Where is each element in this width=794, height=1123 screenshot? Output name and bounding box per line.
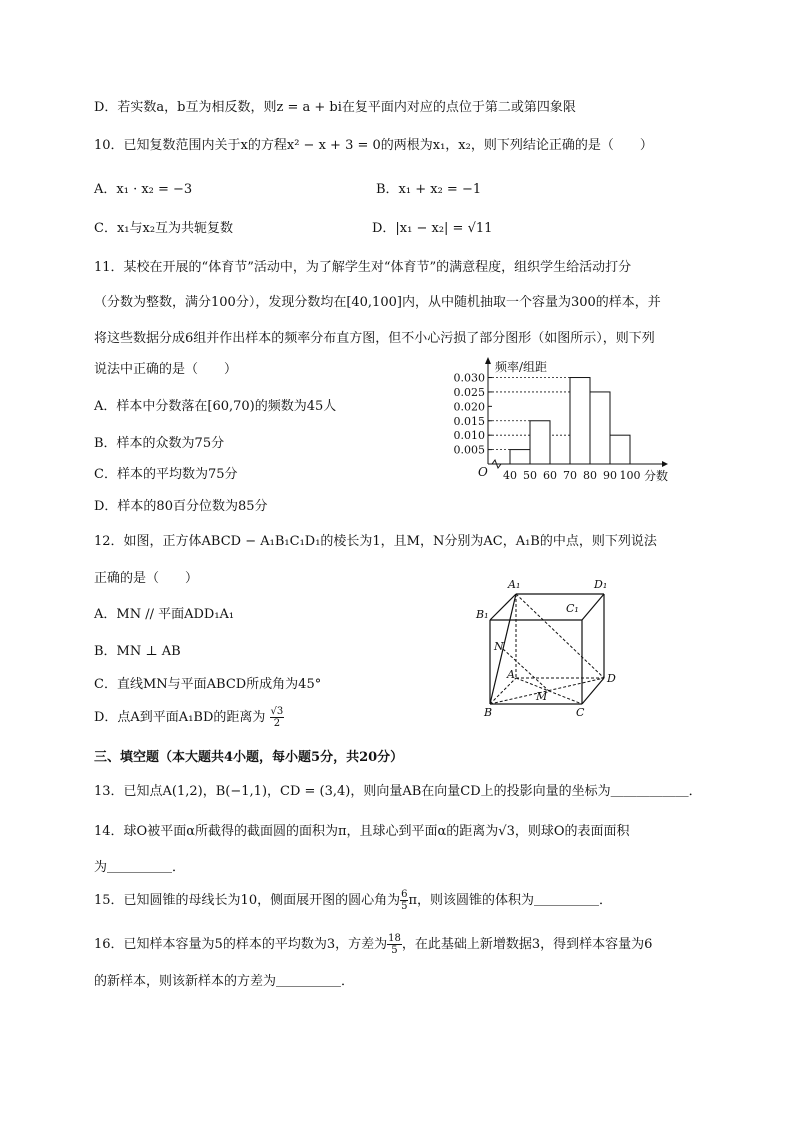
label-c1: C₁ (566, 602, 579, 615)
q12-option-d-fraction (270, 706, 285, 729)
x-axis-title: 分数 (644, 469, 669, 483)
q11-option-a: A．样本中分数落在[60,70)的频数为45人 (94, 399, 337, 414)
q12-d-denominator: 2 (273, 718, 281, 729)
x-tick-label-60: 60 (543, 469, 557, 482)
q12-option-b: B．MN ⊥ AB (94, 644, 181, 659)
label-a1: A₁ (508, 578, 521, 591)
label-b1: B₁ (476, 608, 489, 621)
label-m: M (536, 690, 548, 703)
q16-fraction (387, 933, 402, 956)
x-tick-label-90: 90 (603, 469, 617, 482)
q12-stem-line1: 12．如图，正方体ABCD − A₁B₁C₁D₁的棱长为1，且M，N分别为AC，A₁B的中点，则下列说法 (94, 534, 657, 549)
q16-line2: 的新样本，则该新样本的方差为＿＿＿＿＿． (94, 974, 355, 989)
q15-denominator: 5 (401, 901, 408, 912)
label-c: C (576, 706, 585, 719)
q12-option-d-text: D．点A到平面A₁BD的距离为 (94, 710, 266, 725)
q10-option-c: C．x₁与x₂互为共轭复数 (94, 221, 234, 236)
x-tick-label-100: 100 (619, 469, 641, 482)
origin-label: O (478, 465, 488, 479)
q14-line1: 14．球O被平面α所截得的截面圆的面积为π，且球心到平面α的距离为√3，则球O的表面面积 (94, 824, 630, 839)
q16-text-pre: 16．已知样本容量为5的样本的平均数为3，方差为 (94, 937, 388, 952)
edge-ba-hidden (490, 678, 516, 704)
label-d1: D₁ (594, 578, 608, 591)
q16-line1 (94, 933, 652, 956)
q11-stem-line4: 说法中正确的是（ ） (94, 362, 238, 377)
q14-line2: 为＿＿＿＿＿． (94, 860, 186, 875)
y-axis-arrow (485, 357, 491, 364)
y-tick-label-6: 0.030 (453, 371, 485, 385)
y-tick-label-5: 0.025 (453, 385, 485, 399)
q10-stem: 10．已知复数范围内关于x的方程x² − x + 3 = 0的两根为x₁，x₂，则下列结论正确的是（ ） (94, 138, 653, 153)
q16-text-post: ，在此基础上新增数据3，得到样本容量为6 (401, 937, 653, 952)
bar-[70,80) (570, 378, 590, 464)
q10-option-a: A．x₁ · x₂ = −3 (94, 182, 193, 197)
q15-numerator: 6 (401, 889, 408, 900)
q16-denominator: 5 (391, 945, 398, 956)
q12-stem-line2: 正确的是（ ） (94, 571, 199, 586)
q15-text-post: π，则该圆锥的体积为＿＿＿＿＿． (408, 893, 613, 908)
y-axis-title: 频率/组距 (495, 360, 548, 374)
x-tick-label-80: 80 (583, 469, 597, 482)
q15 (94, 889, 612, 912)
frequency-histogram (440, 352, 690, 492)
bar-[40,50) (510, 450, 530, 464)
edge-b1a1 (490, 594, 516, 620)
q10-option-d: D．|x₁ − x₂| = √11 (372, 221, 493, 236)
q10-option-b: B．x₁ + x₂ = −1 (376, 182, 482, 197)
q16-numerator: 18 (388, 933, 401, 944)
y-tick-label-3: 0.015 (453, 414, 485, 428)
x-axis-arrow (662, 461, 668, 467)
q12-option-a: A．MN // 平面ADD₁A₁ (94, 607, 235, 622)
q9-option-d: D．若实数a，b互为相反数，则z = a + bi在复平面内对应的点位于第二或第四象限 (94, 100, 576, 115)
edge-a1d-hidden (516, 594, 604, 678)
label-n: N (494, 640, 504, 653)
q11-stem-line2: （分数为整数，满分100分），发现分数均在[40,100]内，从中随机抽取一个容量为300的样本，并 (94, 295, 661, 310)
section-3-heading: 三、填空题（本大题共4小题，每小题5分，共20分） (94, 750, 404, 765)
q11-stem-line3: 将这些数据分成6组并作出样本的频率分布直方图，但不小心污损了部分图形（如图所示），则下列 (94, 331, 655, 346)
cube-figure (474, 574, 624, 720)
x-tick-label-70: 70 (563, 469, 577, 482)
q11-option-c: C．样本的平均数为75分 (94, 467, 238, 482)
edge-c1d1 (582, 594, 604, 620)
y-tick-label-1: 0.005 (453, 443, 485, 457)
x-tick-label-40: 40 (503, 469, 517, 482)
bar-[80,90) (590, 392, 610, 464)
q11-option-d: D．样本的80百分位数为85分 (94, 499, 268, 514)
q12-option-c: C．直线MN与平面ABCD所成角为45° (94, 677, 322, 692)
label-d: D (607, 672, 616, 685)
q15-text-pre: 15．已知圆锥的母线长为10，侧面展开图的圆心角为 (94, 893, 401, 908)
q12-d-numerator: √3 (270, 706, 284, 717)
y-tick-label-2: 0.010 (453, 429, 485, 443)
x-tick-label-50: 50 (523, 469, 537, 482)
label-a: A (507, 668, 515, 681)
q13: 13．已知点A(1,2)，B(−1,1)，CD = (3,4)，则向量AB在向量CD上的投影向量的坐标为＿＿＿＿＿＿． (94, 784, 702, 799)
q11-stem-line1: 11．某校在开展的“体育节”活动中，为了解学生对“体育节”的满意程度，组织学生给活动打分 (94, 260, 632, 275)
y-tick-label-4: 0.020 (453, 400, 485, 414)
label-b: B (484, 706, 493, 719)
bar-[90,100] (610, 435, 630, 464)
q11-option-b: B．样本的众数为75分 (94, 436, 225, 451)
bar-[50,60) (530, 421, 550, 464)
q12-option-d (94, 706, 284, 729)
